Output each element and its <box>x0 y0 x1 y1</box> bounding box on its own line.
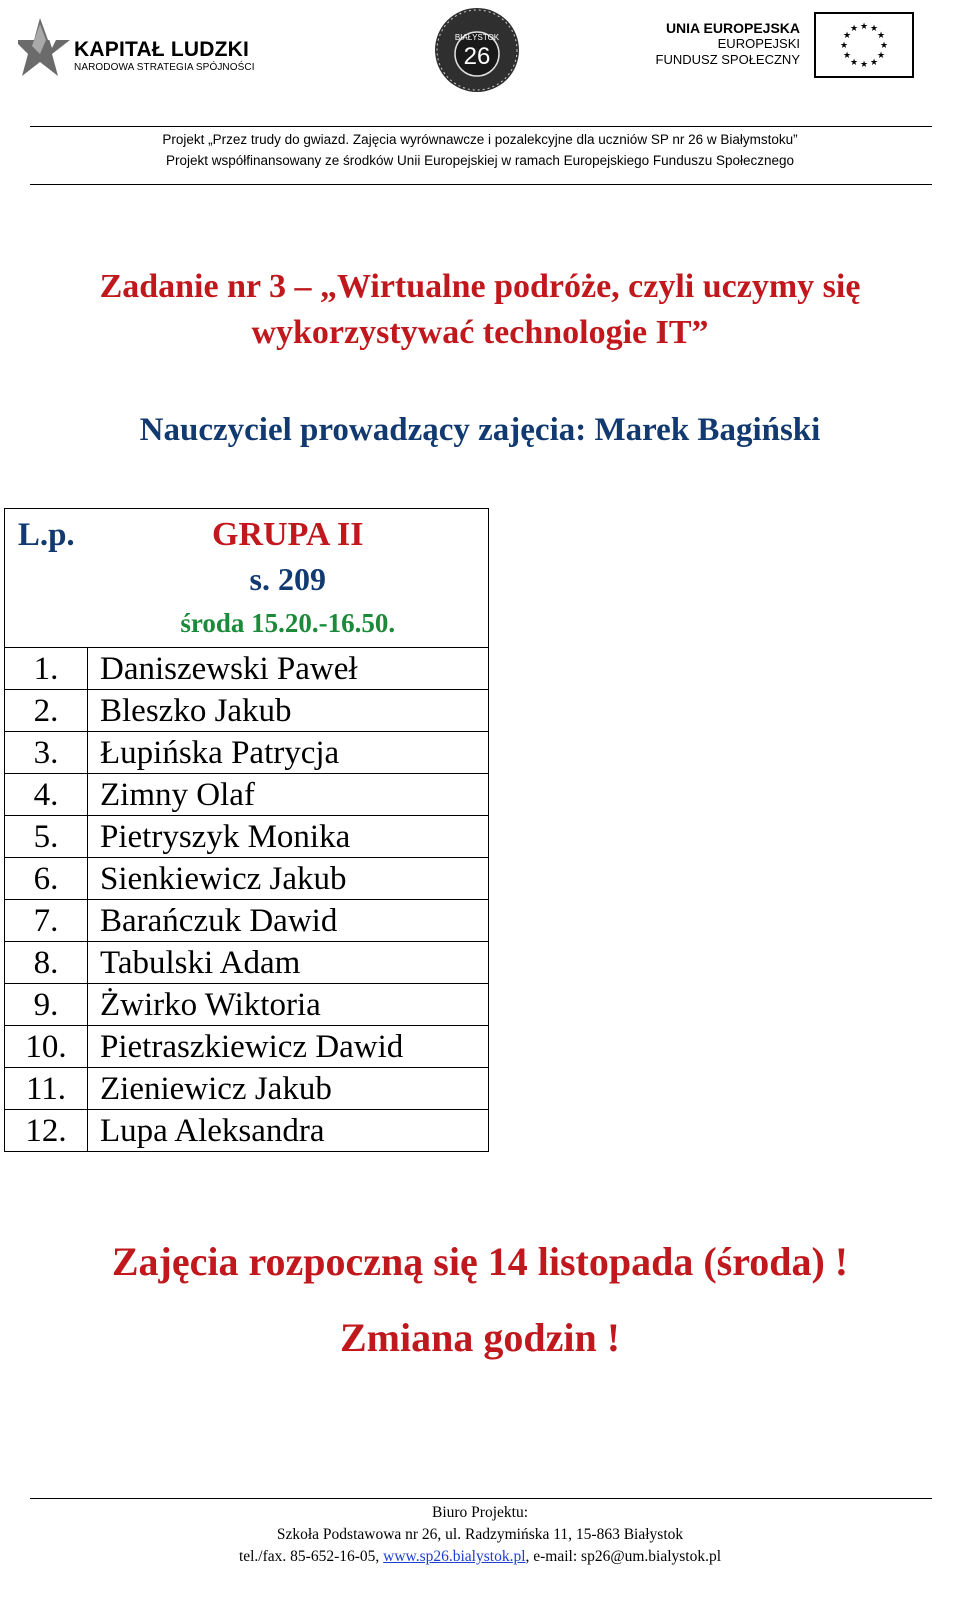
school-seal <box>433 6 521 94</box>
table-row <box>5 984 489 1026</box>
task-title-line2: wykorzystywać technologie IT” <box>251 314 709 351</box>
svg-text:★: ★ <box>849 58 859 68</box>
table-row <box>5 900 489 942</box>
student-name: Łupińska Patrycja <box>88 732 489 774</box>
eu-logo-text <box>640 20 800 68</box>
student-name: Zimny Olaf <box>88 774 489 816</box>
footer-website-link[interactable]: www.sp26.bialystok.pl <box>383 1548 526 1565</box>
star-icon <box>18 14 74 90</box>
table-header-row <box>5 509 489 648</box>
table-row <box>5 732 489 774</box>
task-title-line1: Zadanie nr 3 – „Wirtualne podróże, czyli uczymy się <box>99 268 861 305</box>
row-number: 9. <box>5 984 88 1026</box>
table-row <box>5 1110 489 1152</box>
teacher-line: Nauczyciel prowadzący zajęcia: Marek Bagiński <box>139 412 821 448</box>
row-number: 1. <box>5 648 88 690</box>
row-number: 8. <box>5 942 88 984</box>
student-name: Daniszewski Paweł <box>88 648 489 690</box>
table-row <box>5 690 489 732</box>
svg-text:★: ★ <box>869 24 879 34</box>
kapital-ludzki-title: KAPITAŁ LUDZKI <box>74 38 250 61</box>
table-row <box>5 1026 489 1068</box>
header-rule-bottom <box>30 184 932 185</box>
row-number: 10. <box>5 1026 88 1068</box>
seal-number: 26 <box>463 43 491 70</box>
row-number: 2. <box>5 690 88 732</box>
table-row <box>5 858 489 900</box>
svg-text:★: ★ <box>859 22 869 32</box>
lp-header-cell <box>5 509 88 648</box>
class-time: środa 15.20.-16.50. <box>180 608 396 638</box>
group-header-cell <box>88 509 489 648</box>
header-rule-top <box>30 126 932 127</box>
eu-line3: FUNDUSZ SPOŁECZNY <box>655 52 800 67</box>
svg-text:★: ★ <box>842 51 852 61</box>
footer-phone: tel./fax. 85-652-16-05, <box>238 1548 384 1565</box>
table-row <box>5 648 489 690</box>
eu-line2: EUROPEJSKI <box>717 36 800 51</box>
eu-line1: UNIA EUROPEJSKA <box>665 20 800 36</box>
svg-text:★: ★ <box>842 31 852 41</box>
project-line2: Projekt współfinansowany ze środków Unii Europejskiej w ramach Europejskiego Funduszu Społecznego <box>165 153 795 168</box>
student-name: Pietraszkiewicz Dawid <box>88 1026 489 1068</box>
student-name: Pietryszyk Monika <box>88 816 489 858</box>
student-name: Tabulski Adam <box>88 942 489 984</box>
svg-text:★: ★ <box>869 58 879 68</box>
svg-text:★: ★ <box>839 41 849 51</box>
project-line1: Projekt „Przez trudy do gwiazd. Zajęcia wyrównawcze i pozalekcyjne dla uczniów SP nr 26 w Białymstoku” <box>162 132 798 147</box>
student-name: Barańczuk Dawid <box>88 900 489 942</box>
schedule-change-notice: Zmiana godzin ! <box>339 1315 621 1360</box>
student-name: Żwirko Wiktoria <box>88 984 489 1026</box>
student-name: Sienkiewicz Jakub <box>88 858 489 900</box>
room-number: s. 209 <box>249 561 326 597</box>
svg-text:★: ★ <box>876 51 886 61</box>
kapital-ludzki-subtitle: NARODOWA STRATEGIA SPÓJNOŚCI <box>74 62 255 73</box>
table-row <box>5 774 489 816</box>
svg-text:★: ★ <box>876 31 886 41</box>
row-number: 6. <box>5 858 88 900</box>
footer-title: Biuro Projektu: <box>431 1504 528 1521</box>
row-number: 11. <box>5 1068 88 1110</box>
group-name: GRUPA II <box>212 516 364 553</box>
table-row <box>5 1068 489 1110</box>
svg-text:★: ★ <box>879 41 889 51</box>
row-number: 4. <box>5 774 88 816</box>
footer-address: Szkoła Podstawowa nr 26, ul. Radzymińska 11, 15-863 Białystok <box>276 1526 684 1543</box>
row-number: 7. <box>5 900 88 942</box>
roster-table <box>4 508 489 1152</box>
footer-rule <box>30 1498 932 1499</box>
row-number: 3. <box>5 732 88 774</box>
eu-flag-icon <box>814 12 914 78</box>
student-name: Lupa Aleksandra <box>88 1110 489 1152</box>
student-name: Zieniewicz Jakub <box>88 1068 489 1110</box>
seal-city: BIAŁYSTOK <box>454 33 500 42</box>
student-name: Bleszko Jakub <box>88 690 489 732</box>
footer-contact <box>0 1548 960 1566</box>
svg-text:★: ★ <box>849 24 859 34</box>
lp-header: L.p. <box>17 517 75 553</box>
row-number: 12. <box>5 1110 88 1152</box>
footer-email: , e-mail: sp26@um.bialystok.pl <box>525 1548 722 1565</box>
svg-text:★: ★ <box>859 60 869 70</box>
start-notice: Zajęcia rozpoczną się 14 listopada (środa) ! <box>111 1239 849 1284</box>
row-number: 5. <box>5 816 88 858</box>
table-row <box>5 942 489 984</box>
table-row <box>5 816 489 858</box>
